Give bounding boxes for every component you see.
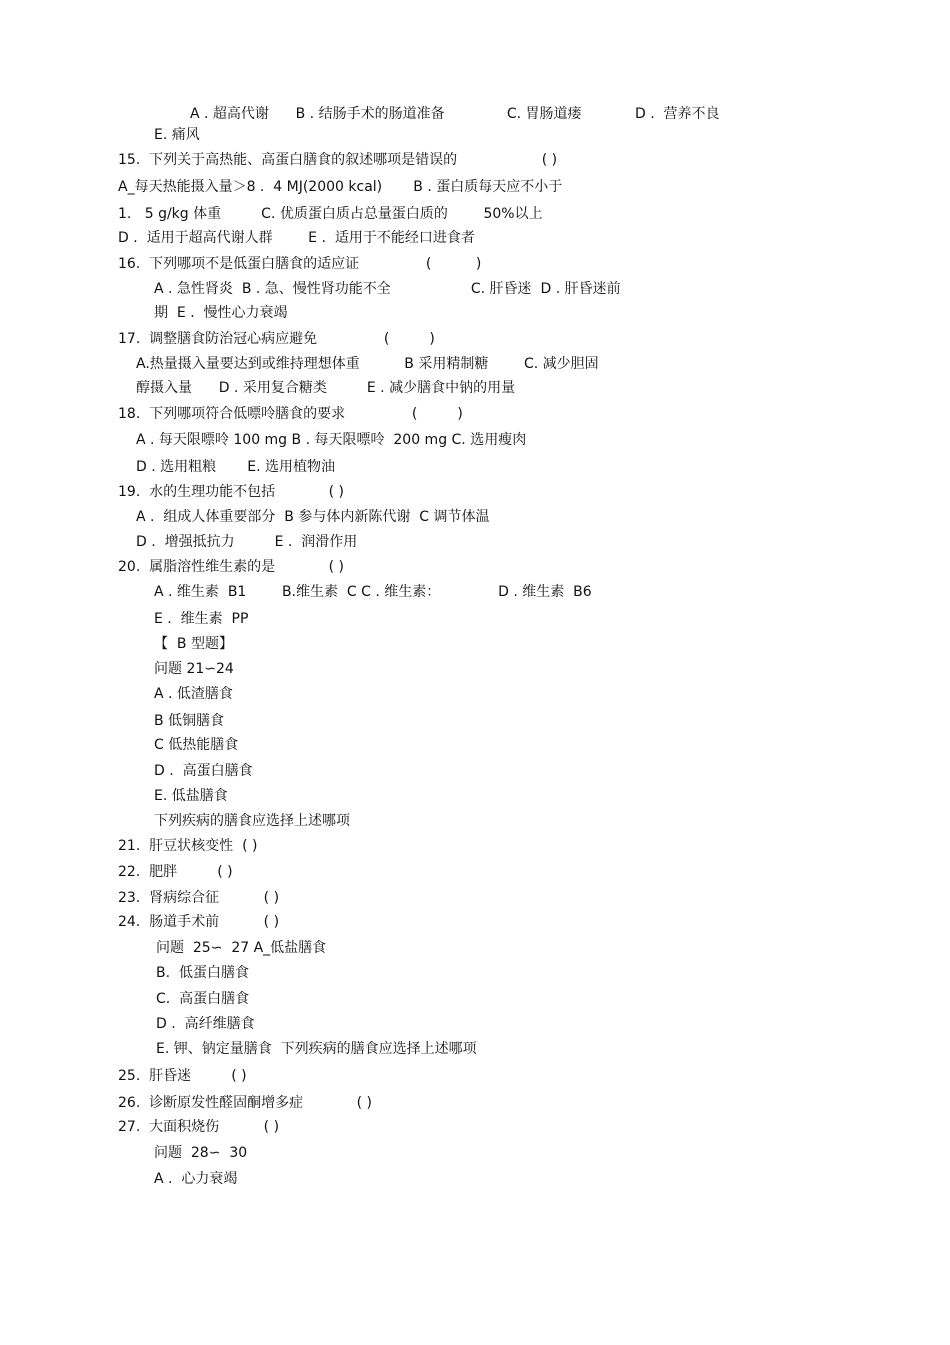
group-25-27-option-e: E. 钾、钠定量膳食 下列疾病的膳食应选择上述哪项 (156, 1041, 477, 1057)
group-25-27-option-d: D . 高纤维膳食 (156, 1016, 255, 1032)
group-21-24-instruction: 下列疾病的膳食应选择上述哪项 (154, 813, 350, 829)
q24: 24. 肠道手术前 ( ) (118, 914, 280, 930)
section-heading-b-type: 【 B 型题】 (154, 636, 233, 652)
q17-stem: 17. 调整膳食防治冠心病应避免 ( ) (118, 331, 435, 347)
q17-options-line1: A.热量摄入量要达到或维持理想体重 B 采用精制糖 C. 减少胆固 (136, 356, 599, 372)
q20-options-line2: E . 维生素 PP (154, 611, 249, 627)
q23: 23. 肾病综合征 ( ) (118, 890, 280, 906)
group-21-24-heading: 问题 21∽24 (154, 661, 234, 677)
group-21-24-option-e: E. 低盐膳食 (154, 788, 228, 804)
group-25-27-heading: 问题 25∽ 27 A_低盐膳食 (156, 940, 327, 956)
q16-options-line2: 期 E . 慢性心力衰竭 (154, 305, 288, 321)
q19-options-line2: D . 增强抵抗力 E . 润滑作用 (136, 534, 358, 550)
q18-options-line1: A . 每天限嘌呤 100 mg B . 每天限嘌呤 200 mg C. 选用瘦肉 (136, 432, 527, 448)
q15-options-line1: A_每天热能摄入量＞8 . 4 MJ(2000 kcal) B . 蛋白质每天应不小于 (118, 179, 563, 195)
group-25-27-option-c: C. 高蛋白膳食 (156, 991, 250, 1007)
q15-options-line2: 1. 5 g/kg 体重 C. 优质蛋白质占总量蛋白质的 50%以上 (118, 206, 543, 222)
group-28-30-heading: 问题 28∽ 30 (154, 1145, 248, 1161)
q20-options-line1: A . 维生素 B1 B.维生素 C C . 维生素： D . 维生素 B6 (154, 584, 592, 600)
q18-options-line2: D . 选用粗粮 E. 选用植物油 (136, 459, 336, 475)
group-21-24-option-c: C 低热能膳食 (154, 737, 239, 753)
group-21-24-option-a: A . 低渣膳食 (154, 686, 233, 702)
group-21-24-option-d: D . 高蛋白膳食 (154, 763, 253, 779)
q21: 21. 肝豆状核变性 ( ) (118, 838, 258, 854)
q18-stem: 18. 下列哪项符合低嘌呤膳食的要求 ( ) (118, 406, 463, 422)
q25: 25. 肝昏迷 ( ) (118, 1068, 247, 1084)
q26: 26. 诊断原发性醛固酮增多症 ( ) (118, 1095, 372, 1111)
group-25-27-option-b: B. 低蛋白膳食 (156, 965, 249, 981)
group-21-24-option-b: B 低铜膳食 (154, 713, 225, 729)
q19-options-line1: A . 组成人体重要部分 B 参与体内新陈代谢 C 调节体温 (136, 509, 490, 525)
q15-stem: 15. 下列关于高热能、高蛋白膳食的叙述哪项是错误的 ( ) (118, 152, 558, 168)
q14-options-line1: A . 超高代谢 B . 结肠手术的肠道准备 C. 胃肠道瘘 D . 营养不良 (190, 106, 720, 122)
q17-options-line2: 醇摄入量 D . 采用复合糖类 E . 减少膳食中钠的用量 (136, 380, 516, 396)
q16-options-line1: A . 急性肾炎 B . 急、慢性肾功能不全 C. 肝昏迷 D . 肝昏迷前 (154, 281, 621, 297)
q22: 22. 肥胖 ( ) (118, 864, 233, 880)
q16-stem: 16. 下列哪项不是低蛋白膳食的适应证 ( ) (118, 256, 482, 272)
q27: 27. 大面积烧伤 ( ) (118, 1119, 280, 1135)
q20-stem: 20. 属脂溶性维生素的是 ( ) (118, 559, 344, 575)
q14-options-line2: E. 痛风 (154, 127, 200, 143)
group-28-30-option-a: A . 心力衰竭 (154, 1171, 238, 1187)
q19-stem: 19. 水的生理功能不包括 ( ) (118, 484, 344, 500)
q15-options-line3: D . 适用于超高代谢人群 E . 适用于不能经口进食者 (118, 230, 475, 246)
